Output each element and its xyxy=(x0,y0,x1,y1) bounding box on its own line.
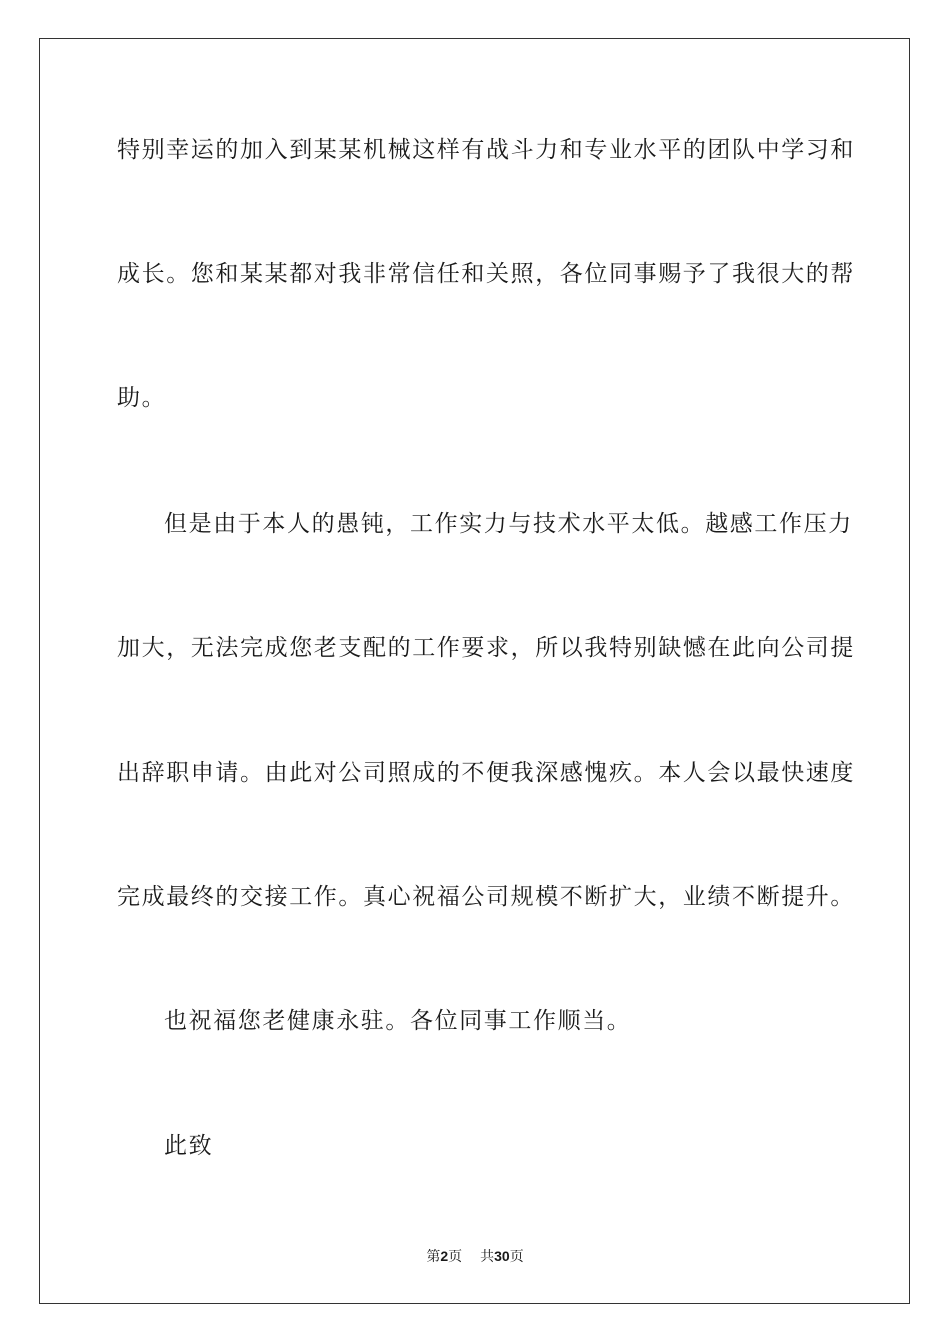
body-line-7: 完成最终的交接工作。真心祝福公司规模不断扩大，业绩不断提升。 xyxy=(117,884,855,910)
page-frame xyxy=(39,38,910,1304)
body-line-8: 也祝福您老健康永驻。各位同事工作顺当。 xyxy=(164,1008,632,1034)
body-line-6: 出辞职申请。由此对公司照成的不便我深感愧疚。本人会以最快速度 xyxy=(117,760,855,786)
footer-page-prefix: 第 xyxy=(426,1249,441,1265)
footer-total-pages: 30 xyxy=(494,1248,510,1264)
body-line-3: 助。 xyxy=(117,385,167,411)
footer-page-number: 2 xyxy=(440,1248,449,1264)
body-line-5: 加大，无法完成您老支配的工作要求，所以我特别缺憾在此向公司提 xyxy=(117,635,855,661)
footer-page-suffix: 页 xyxy=(448,1249,463,1265)
body-line-9: 此致 xyxy=(164,1133,214,1159)
body-line-4: 但是由于本人的愚钝，工作实力与技术水平太低。越感工作压力 xyxy=(164,511,853,537)
footer-total-prefix: 共 xyxy=(480,1249,495,1265)
body-line-1: 特别幸运的加入到某某机械这样有战斗力和专业水平的团队中学习和 xyxy=(117,137,855,163)
footer-total-suffix: 页 xyxy=(509,1249,524,1265)
page-footer xyxy=(0,1246,950,1267)
body-line-2: 成长。您和某某都对我非常信任和关照，各位同事赐予了我很大的帮 xyxy=(117,261,855,287)
